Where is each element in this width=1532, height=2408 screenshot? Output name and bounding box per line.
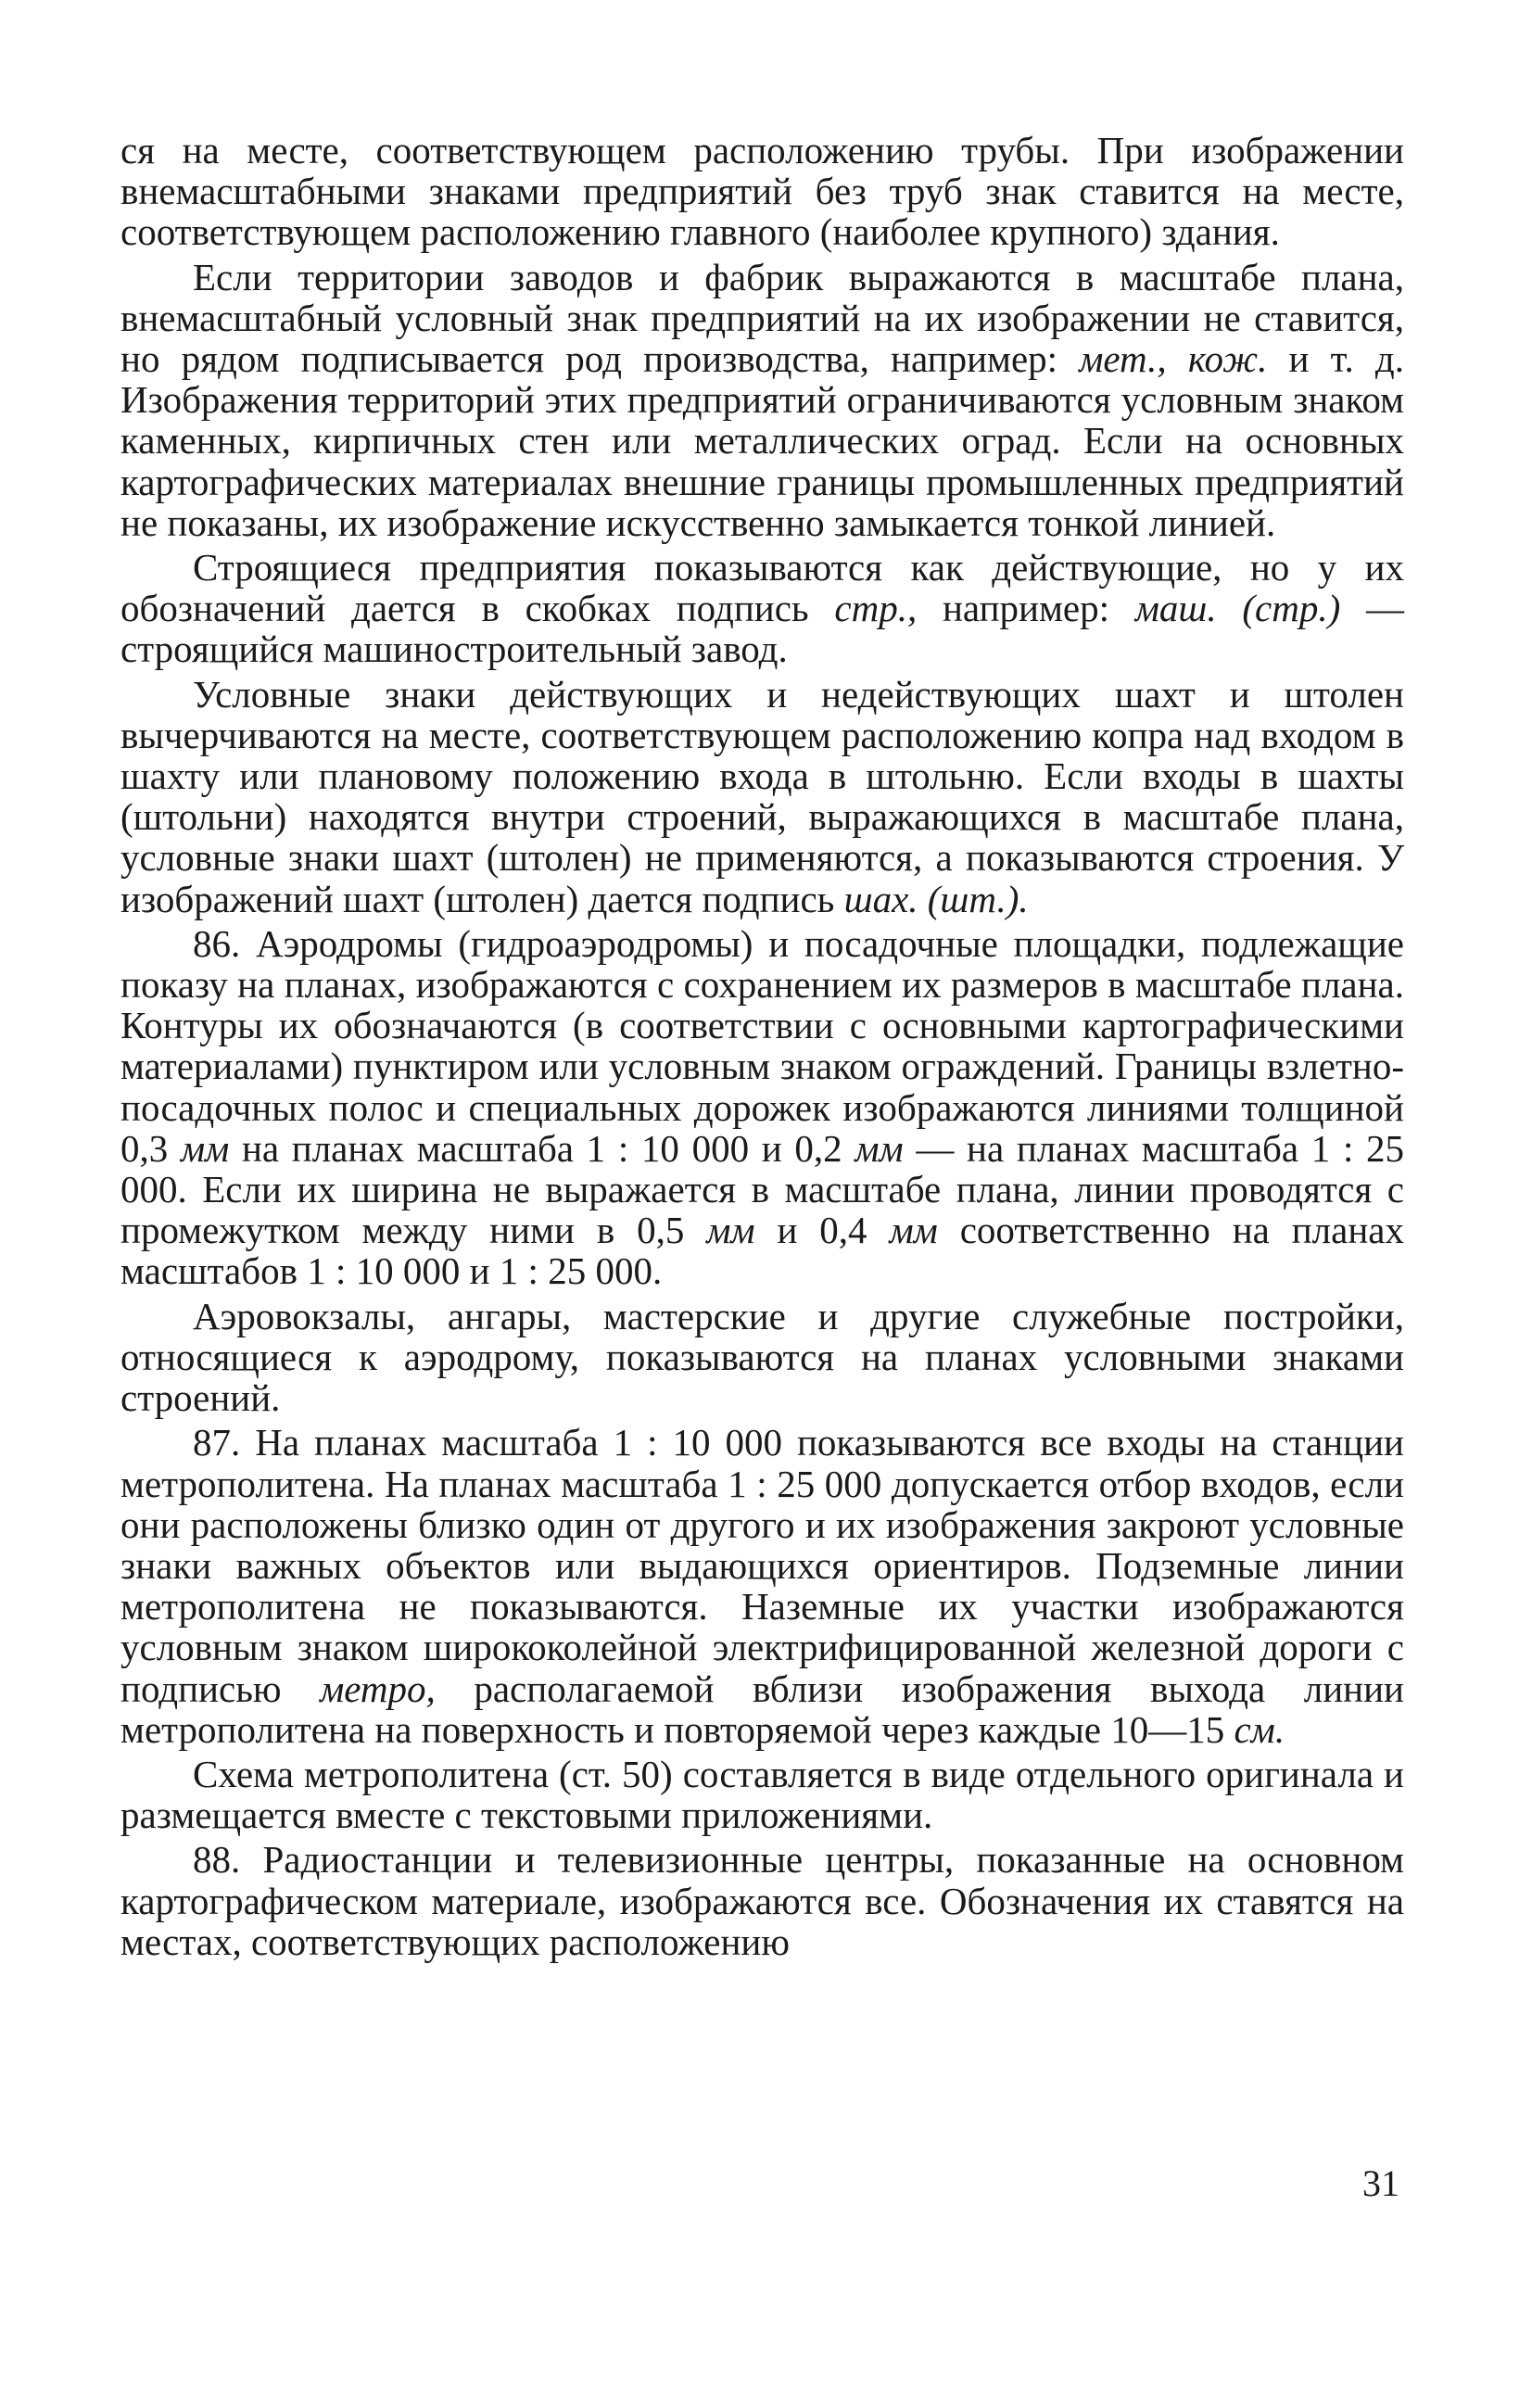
italic-run: мм [180, 1126, 230, 1170]
text-run: располагаемой вблизи изображения выхода линии метрополитена на поверхность и повторяемой через каждые 10—15 [120, 1667, 1404, 1751]
text-run: Если территории заводов и фабрик выражаются в масштабе плана, внемасштабный условный знак предприятий на их изображении не ставится, но рядом подписывается род производства, например: [120, 255, 1404, 381]
italic-run: метро, [320, 1667, 436, 1710]
text-run: Условные знаки действующих и недействующих шахт и штолен вычерчиваются на месте, соответствующем расположению копра над входом в шахту или плановому положению входа в штольню. Если входы в шахты (штольни) находятся внутри строений, выражающихся в масштабе плана, условные знаки шахт (штолен) не применяются, а показываются строения. У изображений шахт (штолен) дается подпись [120, 672, 1404, 920]
paragraph-88-radio [120, 1839, 1404, 1962]
italic-run: мет., кож. [1079, 337, 1268, 381]
paragraph-air-terminals [120, 1296, 1404, 1419]
text-run: Аэродромы (гидроаэродромы) и посадочные площадки, подлежащие показу на планах, изображаются с сохранением их размеров в масштабе плана. Контуры их обозначаются (в соответствии с основными картографическими материалами) пунктиром или условным знаком ограждений. Границы взлетно-посадочных полос и специальных дорожек изображаются линиями толщиной 0,3 [120, 921, 1404, 1170]
italic-run: мм [706, 1209, 755, 1252]
text-run: например: [917, 587, 1135, 630]
text-run: 86. [193, 921, 241, 965]
italic-run: маш. (стр.) [1134, 587, 1341, 630]
paragraph-mines [120, 674, 1404, 919]
paragraph-86-airfields [120, 923, 1404, 1292]
text-run: и т. д. Изображения территорий этих предприятий ограничиваются условным знаком каменных, кирпичных стен или металлических оград. Если на основных картографических материалах внешние границы промышленных предприятий не показаны, их изображение искусственно замыкается тонкой линией. [120, 337, 1404, 544]
text-run: ся на месте, соответствующем расположению трубы. При изображении внемасштабными знаками предприятий без труб знак ставится на месте, соответствующем расположению главного (наиболее крупного) здания. [120, 129, 1404, 254]
page-body [120, 130, 1404, 1966]
italic-run: см. [1234, 1707, 1285, 1751]
text-run: Аэровокзалы, ангары, мастерские и другие служебные постройки, относящиеся к аэродрому, показываются на планах условными знаками строений. [120, 1294, 1404, 1420]
italic-run: шах. (шт.). [843, 877, 1029, 920]
text-run: Схема метрополитена (ст. 50) составляется в виде отдельного оригинала и размещается вместе с текстовыми приложениями. [120, 1752, 1404, 1837]
text-run: Радиостанции и телевизионные центры, показанные на основном картографическом материале, изображаются все. Обозначения их ставятся на местах, соответствующих расположению [120, 1838, 1404, 1963]
paragraph-under-construction [120, 547, 1404, 670]
text-run: на планах масштаба 1 : 10 000 и 0,2 [229, 1126, 855, 1170]
italic-run: стр., [834, 587, 918, 630]
text-run: — на планах масштаба 1 : 25 000. Если их ширина не выражается в масштабе плана, линии проводятся с промежутком между ними в 0,5 [120, 1126, 1405, 1252]
paragraph-metro-scheme [120, 1754, 1404, 1835]
page-number: 31 [1362, 2162, 1399, 2204]
italic-run: мм [855, 1126, 904, 1170]
italic-run: мм [889, 1209, 938, 1252]
text-run: Строящиеся предприятия показываются как действующие, но у их обозначений дается в скобках подпись [120, 546, 1404, 630]
text-run: На планах масштаба 1 : 10 000 показываются все входы на станции метрополитена. На планах масштаба 1 : 25 000 допускается отбор входов, если они расположены близко один от другого и их изображения закроют условные знаки важных объектов или выдающихся ориентиров. Подземные линии метрополитена не показываются. Наземные их участки изображаются условным знаком ширококолейной электрифицированной железной дороги с подписью [120, 1421, 1404, 1710]
paragraph-87-metro [120, 1422, 1404, 1750]
text-run: 88. [193, 1838, 241, 1882]
paragraph-continuation [120, 130, 1404, 253]
text-run: 87. [193, 1421, 241, 1464]
text-run: — строящийся машиностроительный завод. [120, 587, 1405, 671]
paragraph-factory-territories [120, 257, 1404, 543]
text-run: соответственно на планах масштабов 1 : 10 000 и 1 : 25 000. [120, 1209, 1404, 1293]
text-run: и 0,4 [754, 1209, 890, 1252]
